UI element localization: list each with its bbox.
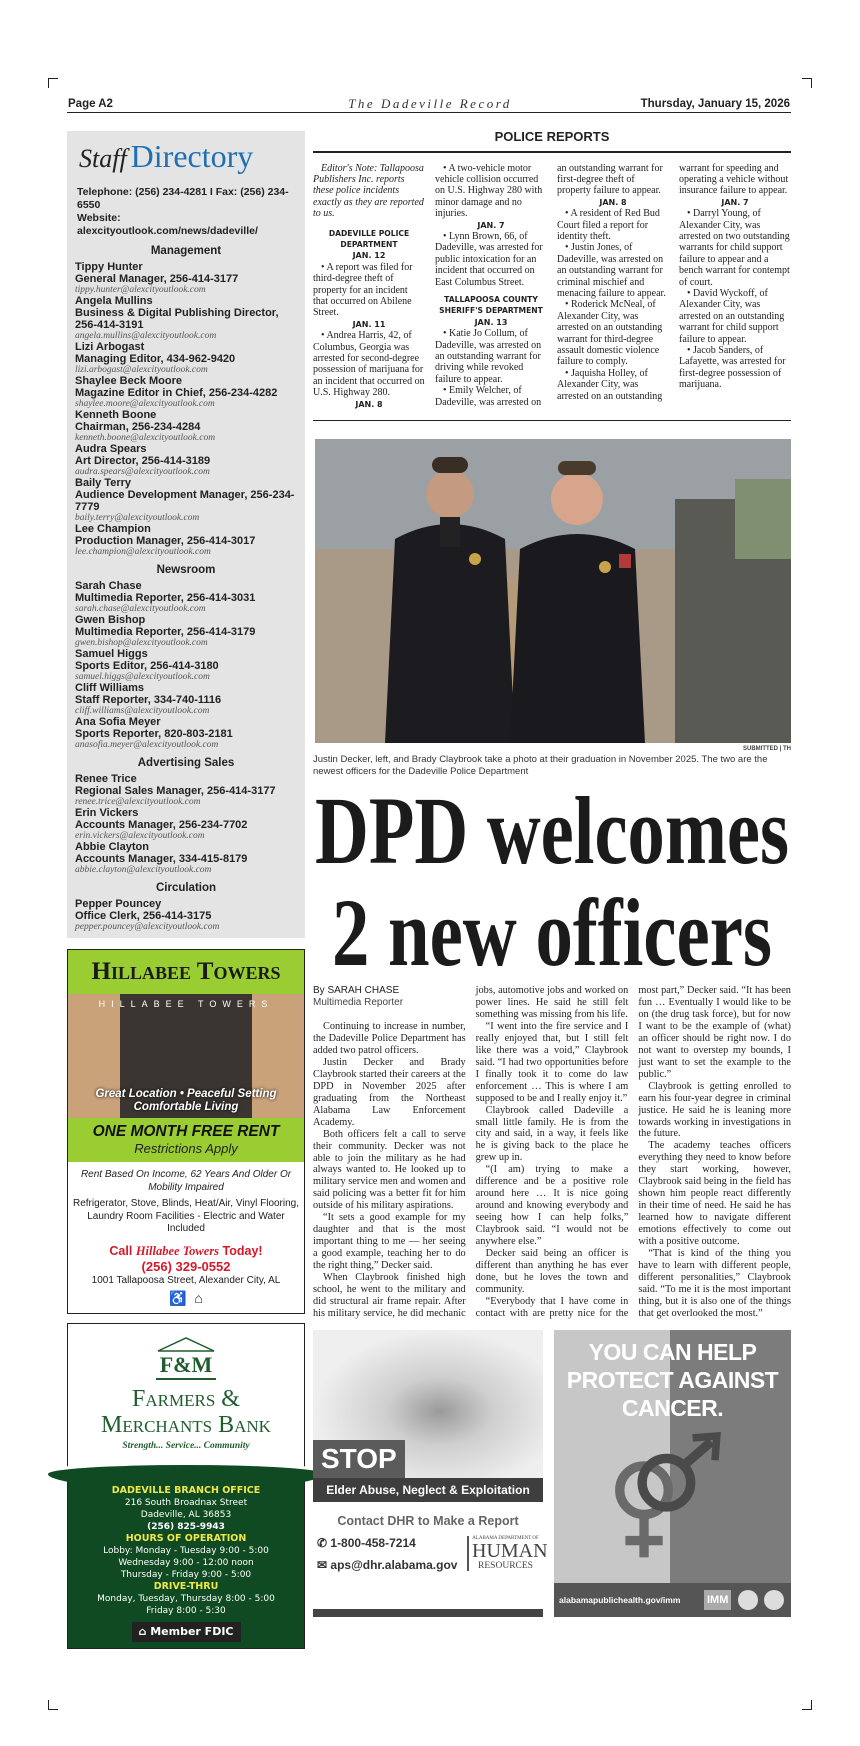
cancer-headline: YOU CAN HELP PROTECT AGAINST CANCER. [566, 1338, 779, 1421]
staff-role: Audience Development Manager, 256-234-7779 [75, 489, 295, 513]
staff-directory-title [79, 139, 297, 180]
staff-sections [75, 245, 297, 932]
staff-email[interactable]: lizi.arbogast@alexcityoutlook.com [75, 365, 208, 375]
call-to-action [68, 1244, 304, 1259]
article-paragraph: Decker said being an officer is different than anything he has ever done, but he loves the town and community. [475, 1248, 629, 1295]
branch-phone[interactable]: (256) 825-9943 [147, 1521, 225, 1532]
hillabee-towers-ad[interactable] [67, 949, 305, 1314]
staff-name: Abbie Clayton [75, 841, 149, 853]
building-sign: HILLABEE TOWERS [98, 999, 274, 1009]
section-rule [313, 151, 791, 153]
crop-mark [48, 1700, 58, 1710]
staff-role: Managing Editor, 434-962-9420 [75, 353, 236, 365]
department-heading: DADEVILLE POLICE DEPARTMENT [328, 228, 410, 249]
headline-text: DPD welcomes [315, 777, 789, 885]
article-paragraph: Claybrook is getting enrolled to earn his four-year degree in criminal justice. He said he is leaning more towards working in investigations in the future. [638, 1080, 791, 1140]
dhr-logo [467, 1535, 548, 1571]
staff-name: Cliff Williams [75, 682, 144, 694]
staff-section-heading: Newsroom [156, 564, 216, 576]
staff-role: Multimedia Reporter, 256-414-3179 [75, 626, 256, 638]
stop-text: STOP [313, 1440, 405, 1478]
fdic-text: Member FDIC [150, 1624, 234, 1638]
bank-slogan: Strength... Service... Community [122, 1440, 250, 1451]
department-heading: TALLAPOOSA COUNTY SHERIFF'S DEPARTMENT [439, 294, 543, 316]
fdic-badge [132, 1622, 241, 1642]
article-paragraphs [313, 985, 791, 1320]
byline: By SARAH CHASE [313, 985, 400, 997]
crop-mark [802, 1700, 812, 1710]
tagline-2: Comfortable Living [133, 1101, 239, 1113]
report-item: • Lynn Brown, 66, of Dadeville, was arrested for public intoxication for an incident that occurred on East Columbus Street. [435, 230, 543, 288]
staff-role: Production Manager, 256-414-3017 [75, 535, 256, 547]
staff-role: Accounts Manager, 256-234-7702 [75, 819, 248, 831]
staff-email[interactable]: lee.champion@alexcityoutlook.com [75, 547, 211, 557]
staff-name: Erin Vickers [75, 807, 139, 819]
staff-section-heading: Circulation [155, 882, 217, 894]
staff-role: Business & Digital Publishing Director, 256-414-3191 [75, 307, 279, 331]
staff-email[interactable]: gwen.bishop@alexcityoutlook.com [75, 638, 208, 648]
ad-footer-bar [313, 1609, 543, 1617]
staff-directory [67, 131, 305, 938]
staff-role: Sports Reporter, 820-803-2181 [75, 728, 233, 740]
staff-role: Magazine Editor in Chief, 256-234-4282 [75, 387, 278, 399]
paper-name: The Dadeville Record [348, 96, 512, 111]
bank-building-icon [156, 1336, 216, 1352]
staff-email[interactable]: tippy.hunter@alexcityoutlook.com [75, 285, 206, 295]
eligibility-text: Rent Based On Income, 62 Years And Older Or Mobility Impaired [80, 1169, 292, 1193]
logo-big: HUMAN [472, 1539, 548, 1562]
amenities-text: Refrigerator, Stove, Blinds, Heat/Air, Vinyl Flooring, Laundry Room Facilities - Electric and Water Included [72, 1198, 300, 1234]
ad-address: 1001 Tallapoosa Street, Alexander City, AL [91, 1274, 281, 1286]
tagline-1: Great Location • Peaceful Setting [95, 1088, 277, 1100]
crop-mark [48, 78, 58, 88]
report-item: • Darryl Young, of Alexander City, was arrested on two outstanding warrants for child support failure to appear and a bench warrant for contempt of court. [679, 208, 790, 288]
staff-name: Ana Sofia Meyer [75, 716, 161, 728]
staff-email[interactable]: sarah.chase@alexcityoutlook.com [75, 604, 206, 614]
staff-name: Audra Spears [75, 443, 147, 455]
dhr-contact-block [313, 1528, 548, 1572]
staff-name: Renee Trice [75, 773, 137, 785]
hours-line: Wednesday 9:00 - 12:00 noon [118, 1557, 254, 1568]
accessibility-icons [68, 1290, 304, 1307]
left-column [67, 131, 305, 1649]
branch-info [68, 1477, 304, 1648]
hours-line: Thursday - Friday 9:00 - 5:00 [120, 1569, 252, 1580]
dhr-phone-row[interactable] [317, 1536, 457, 1550]
equal-housing-icon: ⌂ [138, 1624, 151, 1638]
photo-caption: Justin Decker, left, and Brady Claybrook take a photo at their graduation in November 2025. The two are the newest officers for the Dadeville Police Department [313, 754, 768, 777]
bank-name-1: Farmers & [132, 1385, 240, 1412]
wheelchair-icon: ♿ [169, 1289, 187, 1306]
title-directory: Directory [130, 138, 254, 174]
bank-logo [68, 1336, 304, 1380]
staff-role: Regional Sales Manager, 256-414-3177 [75, 785, 276, 797]
staff-name: Shaylee Beck Moore [75, 375, 182, 387]
offer-banner [68, 1118, 304, 1162]
staff-email[interactable]: pepper.pouncey@alexcityoutlook.com [75, 922, 220, 932]
cancer-url[interactable]: alabamapublichealth.gov/imm [559, 1594, 681, 1605]
header-rule [67, 112, 791, 113]
staff-name: Gwen Bishop [75, 614, 146, 626]
report-date: JAN. 13 [474, 317, 508, 327]
drive-line: Friday 8:00 - 5:30 [146, 1605, 226, 1616]
logo-text: F&M [156, 1352, 217, 1380]
staff-role: Sports Editor, 256-414-3180 [75, 660, 219, 672]
editors-note: Editor's Note: Tallapoosa Publishers Inc. reports these police incidents exactly as they are reported to us. [313, 162, 424, 220]
staff-email[interactable]: renee.trice@alexcityoutlook.com [75, 797, 201, 807]
staff-email[interactable]: anasofia.meyer@alexcityoutlook.com [75, 740, 219, 750]
police-reports-body [313, 163, 791, 411]
report-item: • Jaquisha Holley, of Alexander City, was arrested on an outstanding warrant for speeding and operating a vehicle without insurance failure to appear. [557, 162, 789, 402]
website[interactable]: Website: alexcityoutlook.com/news/dadeville/ [77, 212, 258, 237]
offer-text: ONE MONTH FREE RENT [92, 1123, 280, 1140]
article-paragraph: Both officers felt a call to serve their community. Decker was not able to join the military as he had always wanted to. He looked up to military service men and women and said policing was a better fit for him outside of his military aspirations. [313, 1128, 466, 1212]
headline-text: 2 new officers [332, 879, 772, 987]
dhr-elder-abuse-ad[interactable] [313, 1330, 548, 1617]
article-paragraph: When Claybrook finished high school, he went to the military and did structural air frame repair. After his military service, he did mechanic jobs, automotive jobs and worked on power lines. He said he still felt something was missing from his life. [313, 985, 629, 1319]
article-paragraph: Continuing to increase in number, the Dadeville Police Department has added two patrol officers. [313, 1021, 466, 1056]
staff-email[interactable]: baily.terry@alexcityoutlook.com [75, 513, 200, 523]
staff-name: Kenneth Boone [75, 409, 157, 421]
branch-city: Dadeville, AL 36853 [140, 1509, 232, 1520]
logo-small: ALABAMA DEPARTMENT OF [472, 1535, 539, 1541]
hours-title: HOURS OF OPERATION [125, 1532, 247, 1544]
staff-email[interactable]: samuel.higgs@alexcityoutlook.com [75, 672, 210, 682]
report-item: • Katie Jo Collum, of Dadeville, was arrested on an outstanding warrant for driving while revoked failure to appear. [435, 328, 542, 385]
article-paragraph: “I went into the fire service and I really enjoyed that, but I still felt like there was a void,” Claybrook said. “I had two opportunities before I finally took it to come do law enforcement … This is where I am supposed to be and I really enjoy it.” [475, 1020, 629, 1104]
staff-section-heading: Management [150, 245, 222, 257]
contact-dhr-text: Contact DHR to Make a Report [337, 1513, 519, 1528]
drive-line: Monday, Tuesday, Thursday 8:00 - 5:00 [97, 1593, 275, 1604]
article-paragraph: The academy teaches officers everything they need to know before they start working, however, Claybrook said being in the field has shown him people react differently in their time of need. He said he has learned how to navigate different emotions effectively to come out with a positive outcome. [638, 1140, 791, 1248]
bank-name-2: Merchants Bank [101, 1411, 271, 1438]
bottom-ads [313, 1330, 791, 1617]
elderly-face-photo [313, 1330, 543, 1478]
staff-role: Art Director, 256-414-3189 [75, 455, 211, 467]
report-item: • Roderick McNeal, of Alexander City, was arrested on an outstanding warrant for third-degree assault domestic violence failure to comply. [557, 299, 663, 368]
headline-line-2 [313, 879, 791, 987]
dhr-contact-rows [317, 1528, 457, 1572]
farmers-merchants-bank-ad[interactable] [67, 1323, 305, 1649]
contact-info [77, 186, 297, 238]
staff-email[interactable]: shaylee.moore@alexcityoutlook.com [75, 399, 215, 409]
drive-thru-title: DRIVE-THRU [153, 1580, 219, 1592]
staff-email[interactable]: cliff.williams@alexcityoutlook.com [75, 706, 210, 716]
staff-name: Baily Terry [75, 477, 132, 489]
report-item: • David Wyckoff, of Alexander City, was arrested on an outstanding warrant for child support failure to appear. [679, 287, 785, 345]
headline-line-1 [313, 777, 791, 885]
report-item: • Andrea Harris, 42, of Columbus, Georgia was arrested for second-degree possession of marijuana for an incident that occurred on U.S. Highway 280. [313, 330, 425, 399]
staff-name: Pepper Pouncey [75, 898, 162, 910]
article-paragraph: “That is kind of the thing you have to learn with different people, different personalities,” Claybrook said. “To me it is the most important thing, but it is also one of the things that get overlooked the most.” [638, 1248, 791, 1319]
report-item: • Emily Welcher, of Dadeville, was arrested on an outstanding warrant for first-degree theft of property failure to appear. [435, 162, 663, 408]
public-health-seal-icon [738, 1590, 758, 1610]
staff-role: Accounts Manager, 334-415-8179 [75, 853, 248, 865]
staff-role: Multimedia Reporter, 256-414-3031 [75, 592, 256, 604]
officers-photo [315, 439, 791, 743]
staff-email[interactable]: audra.spears@alexcityoutlook.com [75, 467, 210, 477]
staff-name: Samuel Higgs [75, 648, 148, 660]
elder-abuse-band: Elder Abuse, Neglect & Exploitation [313, 1478, 543, 1502]
title-staff: Staff [79, 144, 127, 173]
report-date: JAN. 7 [721, 197, 749, 207]
photo-illustration [315, 439, 791, 743]
page-number: Page A2 [68, 98, 113, 110]
equal-housing-icon: ⌂ [194, 1289, 203, 1306]
gender-symbols-icon [554, 1436, 791, 1576]
staff-name: Lizi Arbogast [75, 341, 145, 353]
restrictions-text: Restrictions Apply [134, 1141, 238, 1156]
report-item: • A report was filed for third-degree theft of property for an incident that occurred on Abilene Street. [313, 261, 413, 319]
staff-role: General Manager, 256-414-3177 [75, 273, 239, 285]
call-c: Today! [222, 1243, 263, 1258]
article-paragraph: Justin Decker and Brady Claybrook started their careers at the DPD in November 2025 after graduating from the Northeast Alabama Law Enforcement Academy. [313, 1056, 466, 1128]
report-item: • Justin Jones, of Dadeville, was arrested on an outstanding warrant for criminal mischief and menacing failure to appear. [557, 242, 666, 299]
article-paragraph: “It sets a good example for my daughter and that is the most important thing to me — her seeing a good example, teaching her to do the right thing,” Decker said. [313, 1212, 466, 1272]
staff-email[interactable]: angela.mullins@alexcityoutlook.com [75, 331, 217, 341]
call-a: Call [109, 1243, 133, 1258]
staff-email[interactable]: abbie.clayton@alexcityoutlook.com [75, 865, 212, 875]
article-paragraph: Claybrook called Dadeville a small little family. He is from the city and said, in a way, it feels like he is giving back to the place he grew up in. [475, 1104, 629, 1164]
branch-street: 216 South Broadnax Street [124, 1497, 248, 1508]
logo-sub: RESOURCES [478, 1560, 533, 1571]
report-item: • A two-vehicle motor vehicle collision occurred on U.S. Highway 280 with minor damage and no injuries. [435, 162, 543, 220]
byline-role: Multimedia Reporter [313, 997, 404, 1009]
vfc-logo-icon [764, 1590, 784, 1610]
photo-credit: SUBMITTED | TH [742, 746, 791, 753]
email-icon: ✉ [317, 1557, 331, 1572]
report-date: JAN. 8 [599, 197, 627, 207]
call-b: Hillabee Towers [135, 1243, 220, 1258]
staff-role: Chairman, 256-234-4284 [75, 421, 201, 433]
report-date: JAN. 12 [352, 251, 386, 261]
staff-name: Lee Champion [75, 523, 151, 535]
article-paragraph: “(I am) trying to make a difference and be a positive role around here … It is nice going around and knowing everybody and seeing how I can help folks,” Claybrook said. “I would not be anywhere else.” [475, 1164, 629, 1248]
crop-mark [802, 78, 812, 88]
staff-name: Sarah Chase [75, 580, 142, 592]
imm-logo: IMM [704, 1590, 731, 1610]
ad-title: Hillabee Towers [68, 950, 304, 994]
staff-email[interactable]: erin.vickers@alexcityoutlook.com [75, 831, 205, 841]
dhr-phone: 1-800-458-7214 [330, 1535, 416, 1550]
cancer-prevention-ad[interactable] [554, 1330, 791, 1617]
dhr-email: aps@dhr.alabama.gov [330, 1557, 458, 1572]
police-reports-title: POLICE REPORTS [494, 129, 610, 144]
staff-role: Staff Reporter, 334-740-1116 [75, 694, 222, 706]
building-photo [68, 994, 304, 1118]
bank-name [68, 1386, 304, 1438]
report-date: JAN. 8 [355, 399, 383, 409]
report-date: JAN. 7 [477, 220, 505, 230]
branch-title: DADEVILLE BRANCH OFFICE [111, 1484, 261, 1496]
dhr-email-row[interactable] [317, 1558, 457, 1572]
article-body [313, 985, 791, 1320]
report-item: • Jacob Sanders, of Lafayette, was arrested for first-degree possession of marijuana. [679, 345, 786, 391]
report-date: JAN. 11 [352, 319, 386, 329]
cancer-ad-footer [554, 1583, 791, 1617]
staff-name: Angela Mullins [75, 295, 153, 307]
issue-date: Thursday, January 15, 2026 [640, 98, 790, 110]
report-item: • A resident of Red Bud Court filed a report for identity theft. [557, 208, 660, 242]
tagline [68, 1088, 304, 1114]
article-paragraph: “Everybody that I have come in contact with are pretty nice for the most part,” Decker said. “It has been fun … Eventually I would like to be on (the drug task force), but for now I want to be the example of (what) an officer should be right now. I do not want to overstep my bounds, I just want to set the example to the public.” [475, 985, 791, 1319]
staff-email[interactable]: kenneth.boone@alexcityoutlook.com [75, 433, 216, 443]
section-rule [313, 420, 791, 421]
staff-role: Office Clerk, 256-414-3175 [75, 910, 212, 922]
phone-icon: ✆ [317, 1535, 331, 1550]
staff-name: Tippy Hunter [75, 261, 143, 273]
staff-section-heading: Advertising Sales [137, 757, 235, 769]
hours-line: Lobby: Monday - Tuesday 9:00 - 5:00 [103, 1545, 269, 1556]
ad-phone[interactable]: (256) 329-0552 [141, 1258, 231, 1274]
right-column [313, 128, 791, 1617]
phone-fax: Telephone: (256) 234-4281 I Fax: (256) 234-6550 [77, 186, 289, 211]
